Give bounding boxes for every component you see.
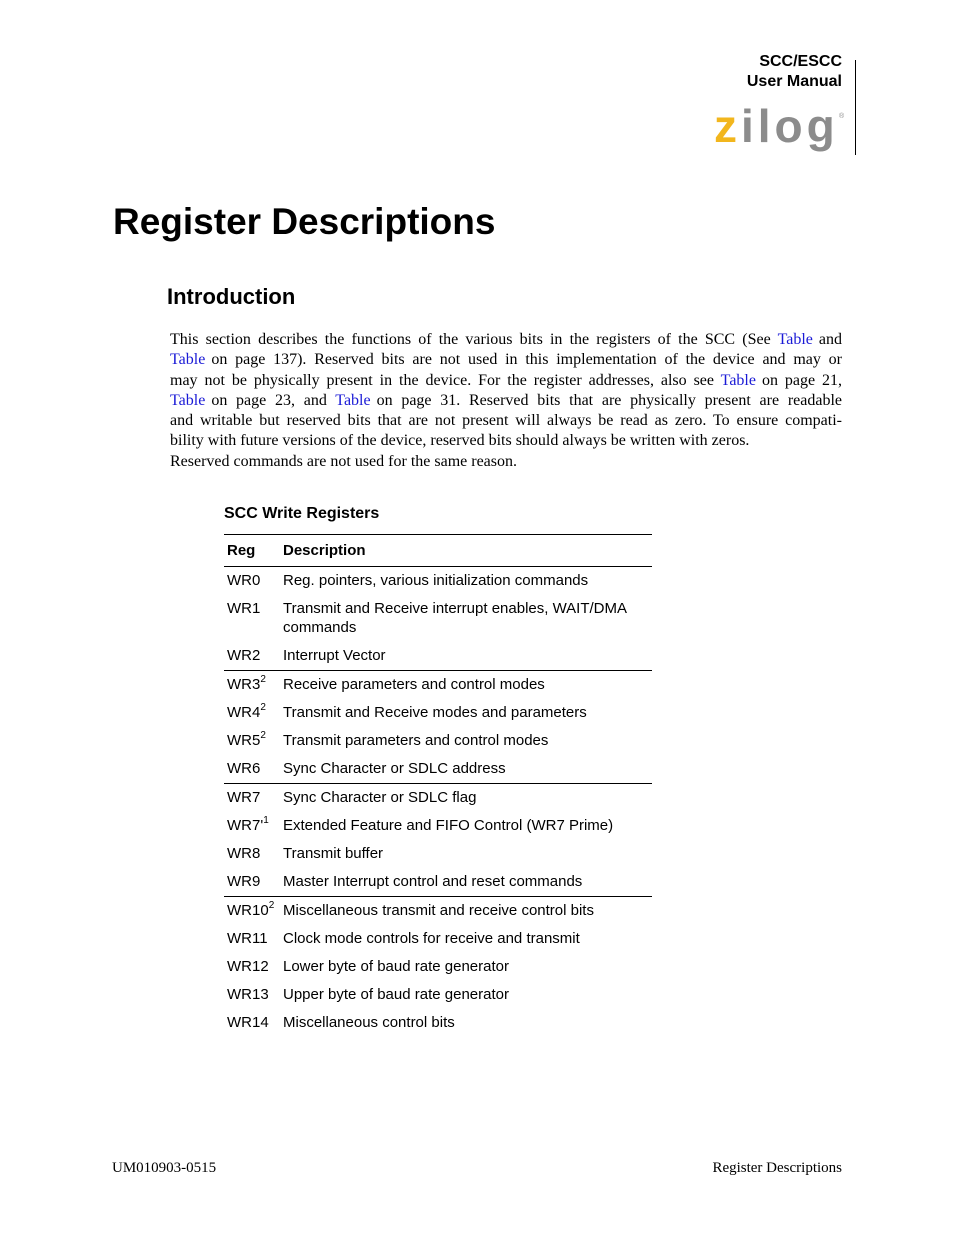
table-row [224,727,652,755]
register-name [224,957,283,976]
table-row [224,812,652,840]
table-body [224,567,652,1037]
register-label: WR3 [227,676,261,693]
table-row [224,925,652,953]
intro-line: Table on page 23, and Table on page 31. Reserved bits that are physically present are readable [170,391,842,409]
register-description: Interrupt Vector [283,647,386,664]
intro-line: Reserved commands are not used for the same reason. [170,452,517,470]
table-link[interactable]: Table [170,351,206,369]
register-label: WR7 [227,789,261,806]
intro-line: and writable but reserved bits that are not present will always be read as zero. To ensure compati- [170,412,842,430]
intro-line: may not be physically present in the device. For the register addresses, also see Table on page 21, [170,371,843,389]
register-description: Transmit buffer [283,845,384,862]
register-description: Receive parameters and control modes [283,676,545,693]
register-description: Master Interrupt control and reset commands [283,873,583,890]
register-description: Miscellaneous control bits [283,1014,455,1031]
header-product: SCC/ESCC [759,53,842,70]
table-row [224,897,652,925]
register-description: Clock mode controls for receive and transmit [283,930,580,947]
register-description: Lower byte of baud rate generator [283,958,509,975]
header-doc-type: User Manual [746,73,842,90]
section-title: Introduction [167,284,296,309]
document-header [747,52,842,92]
table-row [224,981,652,1009]
table-title: SCC Write Registers [224,505,380,522]
intro-line: This section describes the functions of the various bits in the registers of the SCC (See Table and [170,331,842,348]
register-description: Sync Character or SDLC flag [283,789,477,806]
column-header-reg: Reg [227,542,256,559]
footnote-marker: 2 [260,730,266,741]
svg-text:zilog [714,104,839,152]
table-row [224,840,652,868]
register-label: WR6 [227,760,261,777]
register-description: Sync Character or SDLC address [283,760,506,777]
register-name [224,731,283,750]
register-name [224,1013,283,1032]
register-description: Transmit and Receive modes and parameters [283,704,587,721]
register-label: WR10 [227,902,269,919]
header-divider [855,60,856,155]
register-description: Extended Feature and FIFO Control (WR7 Prime) [283,817,614,834]
page-title: Register Descriptions [113,201,496,242]
table-link[interactable]: Table [335,391,371,409]
register-label: WR12 [227,958,269,975]
register-description: Miscellaneous transmit and receive control bits [283,902,594,919]
table-header-row [224,534,652,567]
intro-line: bility with future versions of the device, reserved bits should always be written with zeros. [170,432,750,450]
table-link[interactable]: Table [777,331,813,348]
register-name [224,788,283,807]
register-name [224,646,283,665]
register-description: Reg. pointers, various initialization commands [283,572,589,589]
footnote-marker: 1 [263,815,269,826]
footer-section-name: Register Descriptions [712,1160,842,1176]
intro-line: Table on page 137). Reserved bits are not used in this implementation of the device and may or [170,351,842,369]
register-description: Transmit parameters and control modes [283,732,549,749]
intro-paragraph [170,330,842,472]
table-link[interactable]: Table [720,371,756,389]
register-name [224,844,283,863]
table-link[interactable]: Table [170,391,206,409]
register-label: WR5 [227,732,261,749]
table-row [224,784,652,812]
register-label: WR9 [227,873,261,890]
column-header-description: Description [283,542,366,559]
logo-letter-z: z [714,104,741,152]
register-name [224,985,283,1004]
footnote-marker: 2 [268,900,275,911]
table-row [224,567,652,595]
table-row [224,642,652,671]
register-name [224,703,283,722]
table-row [224,755,652,784]
register-name [224,759,283,778]
table-row [224,699,652,727]
table-row [224,868,652,897]
register-label: WR1 [227,600,261,617]
logo-registered-mark: ® [839,113,845,120]
register-label: WR2 [227,647,261,664]
register-label: WR13 [227,986,269,1003]
zilog-logo [714,104,846,160]
table-row [224,953,652,981]
register-description: Transmit and Receive interrupt enables, WAIT/DMA commands [283,600,627,636]
register-name [224,901,283,920]
register-label: WR8 [227,845,261,862]
register-description: Upper byte of baud rate generator [283,986,509,1003]
footer-doc-id: UM010903-0515 [112,1160,217,1176]
register-label: WR4 [227,704,261,721]
footnote-marker: 2 [260,702,266,713]
register-name [224,872,283,891]
register-name [224,599,283,637]
table-row [224,595,652,642]
register-label: WR14 [227,1014,269,1031]
register-label: WR0 [227,572,261,589]
table-row [224,671,652,699]
write-registers-table [224,534,652,1037]
register-label: WR11 [227,930,268,947]
register-name [224,675,283,694]
register-label: WR7' [227,817,264,834]
logo-letters-ilog: ilog [741,104,839,152]
table-row [224,1009,652,1037]
footnote-marker: 2 [260,674,266,685]
register-name [224,816,283,835]
register-name [224,929,283,948]
register-name [224,571,283,590]
